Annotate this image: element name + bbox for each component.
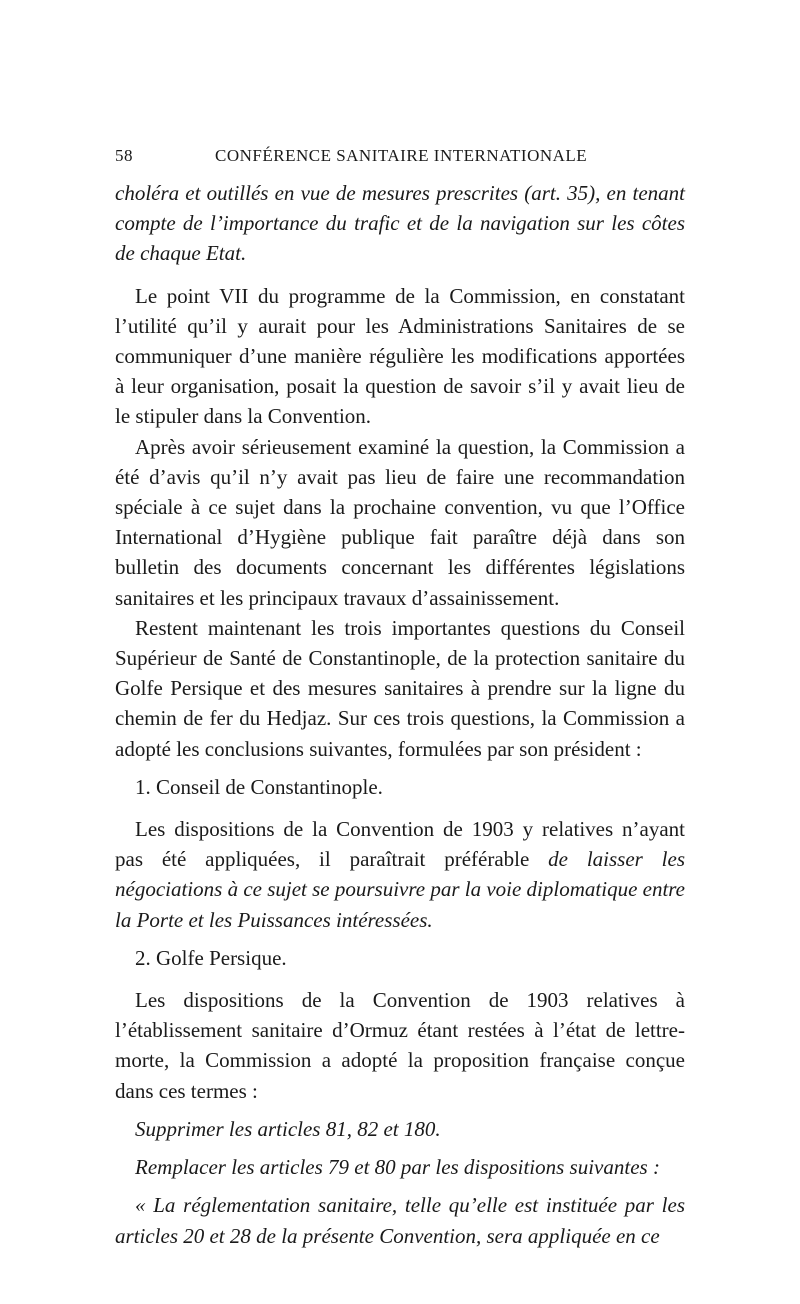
paragraph-point-vii: Le point VII du programme de la Commission, en constatant l’utilité qu’il y aurait pour les Administrations Sanitaires de se communiquer d’une manière régulière les modifications apportées à leur organisation, posait la question de savoir s’il y avait lieu de le stipuler dans la Convention. (115, 283, 685, 429)
paragraph-remaining-questions: Restent maintenant les trois importantes questions du Conseil Supérieur de Santé de Constantinople, de la protection sanitaire du Golfe Persique et des mesures sanitaires à prendre sur la ligne du chemin de fer du Hedjaz. Sur ces trois questions, la Commission a adopté les conclusions suivantes, formulées par son président : (115, 615, 685, 761)
paragraph-cholera-continuation: choléra et outillés en vue de mesures prescrites (art. 35), en tenant compte de l’importance du trafic et de la navigation sur les côtes de chaque Etat. (115, 181, 685, 266)
section-heading-constantinople: 1. Conseil de Constantinople. (135, 774, 383, 799)
paragraph-constantinople-text: Les dispositions de la Convention de 1903 y relatives n’ayant pas été appliquées, il paraîtrait préférable (115, 817, 685, 872)
page-number: 58 (115, 146, 133, 165)
paragraph-ormuz: Les dispositions de la Convention de 1903 relatives à l’établissement sanitaire d’Ormuz étant restées à l’état de lettre-morte, la Commission a adopté la proposition française conçue dans ces termes : (115, 988, 685, 1103)
running-title: CONFÉRENCE SANITAIRE INTERNATIONALE (215, 146, 588, 165)
paragraph-supprimer: Supprimer les articles 81, 82 et 180. (135, 1116, 441, 1141)
body-text (115, 178, 685, 1251)
paragraph-constantinople (115, 814, 685, 935)
paragraph-quotation: « La réglementation sanitaire, telle qu’elle est instituée par les articles 20 et 28 de la présente Convention, sera appliquée en ce (115, 1193, 685, 1248)
paragraph-remplacer: Remplacer les articles 79 et 80 par les dispositions suivantes : (135, 1155, 660, 1180)
section-heading-golfe-persique: 2. Golfe Persique. (135, 945, 287, 970)
paragraph-commission-opinion: Après avoir sérieusement examiné la question, la Commission a été d’avis qu’il n’y avait pas lieu de faire une recommandation spéciale à ce sujet dans la prochaine convention, vu que l’Office International d’Hygiène publique fait paraître déjà dans son bulletin des documents concernant les différentes législations sanitaires et les principaux travaux d’assainissement. (115, 434, 685, 610)
paragraph-constantinople-italic: de laisser les négociations à ce sujet se poursuivre par la voie diplomatique entre la Porte et les Puissances intéressées. (115, 847, 686, 932)
